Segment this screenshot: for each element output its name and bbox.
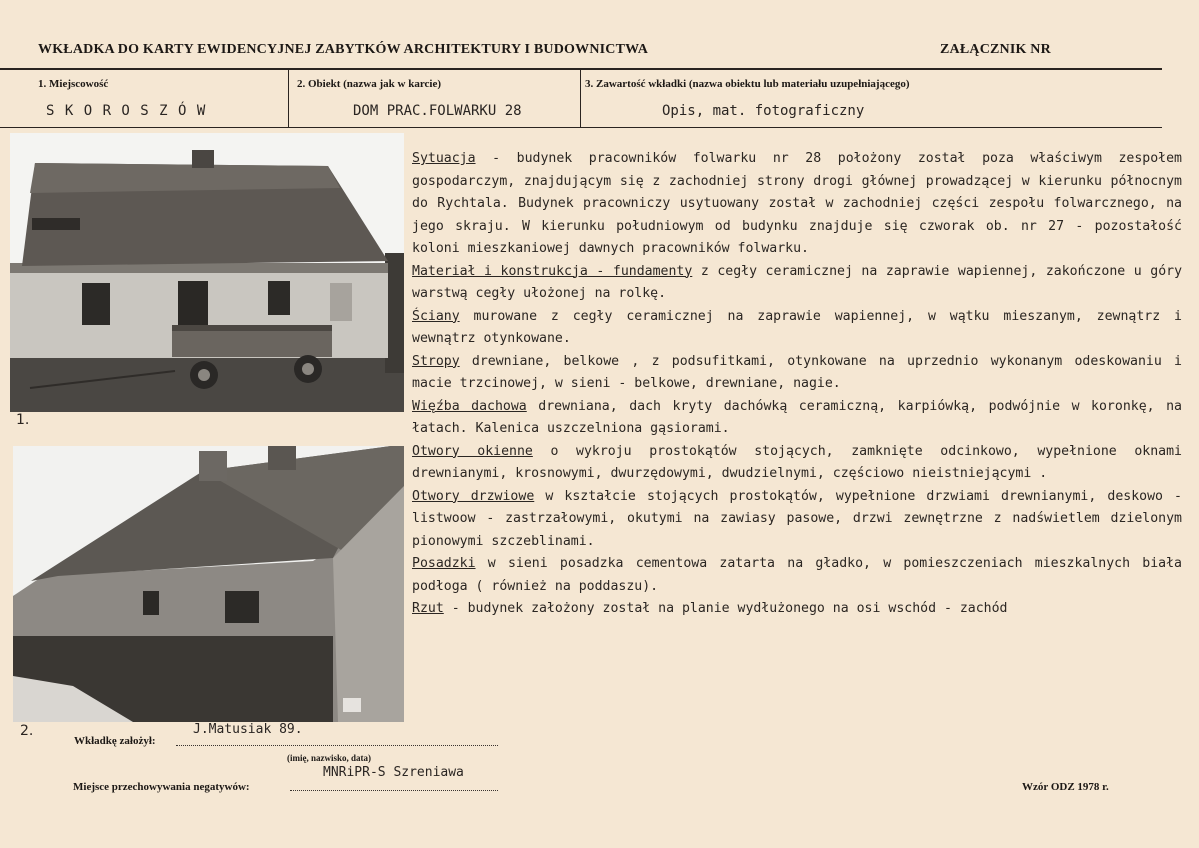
- paragraph-text: o wykroju prostokątów stojących, zamknięte odcinkowo, wypełnione oknami drewnianymi, krosnowymi, dwurzędowymi, dwudzielnymi, częściowo nieistniejącymi .: [412, 443, 1182, 481]
- field-bottom-rule: [0, 127, 1162, 128]
- photo-2-number: 2.: [20, 723, 34, 739]
- paragraph-text: murowane z cegły ceramicznej na zaprawie wapiennej, w wątku mieszanym, zewnątrz i wewnątrz otynkowane.: [412, 308, 1182, 346]
- field-value-object: DOM PRAC.FOLWARKU 28: [353, 103, 522, 119]
- photo-1-number: 1.: [16, 412, 30, 428]
- photo-1: [10, 133, 404, 412]
- form-number: Wzór ODZ 1978 r.: [1022, 781, 1109, 793]
- paragraph-text: - budynek założony został na planie wydłużonego na osi wschód - zachód: [443, 601, 1008, 616]
- paragraph-heading: Otwory okienne: [412, 443, 533, 459]
- description-paragraph: [412, 486, 1182, 554]
- paragraph-text: - budynek pracowników folwarku nr 28 położony został poza właściwym zespołem gospodarczym, znajdującym się z zachodniej strony drogi głównej prowadzącej w kierunku północnym do Rychtala. Budynek pracowniczy usytuowany został w zachodniej części zespołu folwarcznego, na jego skraju. W kierunku południowym od budynku znajduje się czworak ob. nr 27 - pozostałość koloni mieszkaniowej dawnych pracowników folwarku.: [412, 151, 1182, 256]
- field-divider-1: [288, 70, 289, 127]
- field-divider-2: [580, 70, 581, 127]
- field-value-location: S K O R O S Z Ó W: [46, 103, 207, 119]
- description-paragraph: [412, 598, 1182, 621]
- field-label-object: 2. Obiekt (nazwa jak w karcie): [297, 78, 442, 90]
- field-label-location: 1. Miejscowość: [38, 78, 109, 90]
- negatives-label: Miejsce przechowywania negatywów:: [73, 781, 250, 793]
- description-paragraph: [412, 306, 1182, 351]
- sheet-title: WKŁADKA DO KARTY EWIDENCYJNEJ ZABYTKÓW ARCHITEKTURY I BUDOWNICTWA: [38, 42, 649, 57]
- description-paragraph: [412, 553, 1182, 598]
- paragraph-text: w kształcie stojących prostokątów, wypełnione drzwiami drewnianymi, deskowo - listwoow - zastrzałowymi, okutymi na zawiasy pasowe, drzwi zewnętrzne z nadświetlem dzielonym pionowymi szczeblinami.: [412, 488, 1182, 549]
- paragraph-heading: Więźba dachowa: [412, 398, 527, 414]
- photo-1-image: [10, 133, 404, 412]
- description-text: [412, 148, 1182, 621]
- paragraph-text: w sieni posadzka cementowa zatarta na gładko, w pomieszczeniach mieszkalnych biała podłoga ( również na poddaszu).: [412, 556, 1182, 594]
- description-paragraph: [412, 441, 1182, 486]
- paragraph-text: drewniana, dach kryty dachówką ceramiczną, karpiówką, podwójnie w koronkę, na łatach. Kalenica uszczelniona gąsiorami.: [412, 398, 1182, 436]
- top-rule: [0, 68, 1162, 70]
- attachment-label: ZAŁĄCZNIK NR: [940, 42, 1051, 57]
- paragraph-heading: Sytuacja: [412, 151, 476, 166]
- author-line: [176, 745, 498, 746]
- photo-2-image: [13, 446, 404, 722]
- description-paragraph: [412, 261, 1182, 306]
- paragraph-heading: Stropy: [412, 353, 460, 369]
- photo-2: [13, 446, 404, 722]
- description-paragraph: [412, 351, 1182, 396]
- description-paragraph: [412, 396, 1182, 441]
- author-label: Wkładkę założył:: [74, 735, 156, 747]
- author-value: J.Matusiak 89.: [193, 722, 303, 737]
- paragraph-heading: Rzut: [412, 601, 444, 616]
- paragraph-text: z cegły ceramicznej na zaprawie wapiennej, zakończone u góry warstwą cegły ułożonej na rolkę.: [412, 263, 1183, 301]
- negatives-value: MNRiPR-S Szreniawa: [323, 765, 464, 780]
- paragraph-text: drewniane, belkowe , z podsufitkami, otynkowane na uprzednio wykonanym odeskowaniu i macie trzcinowej, w sieni - belkowe, drewniane, nagie.: [412, 353, 1182, 391]
- negatives-line: [290, 790, 498, 791]
- paragraph-heading: Otwory drzwiowe: [412, 488, 535, 504]
- field-label-contents: 3. Zawartość wkładki (nazwa obiektu lub materiału uzupełniającego): [585, 78, 910, 90]
- author-hint: (imię, nazwisko, data): [287, 753, 371, 763]
- paragraph-heading: Posadzki: [412, 556, 476, 571]
- paragraph-heading: Materiał i konstrukcja - fundamenty: [412, 263, 693, 279]
- description-paragraph: [412, 148, 1182, 261]
- field-value-contents: Opis, mat. fotograficzny: [662, 103, 865, 119]
- paragraph-heading: Ściany: [412, 308, 460, 324]
